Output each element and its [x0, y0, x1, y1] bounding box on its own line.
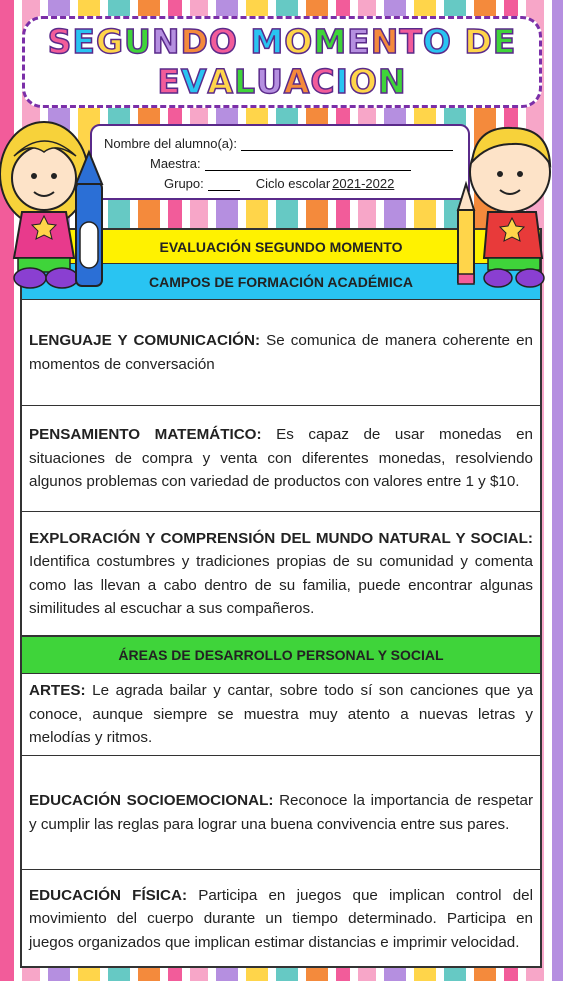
section-text: Participa en juegos que implican control del movimiento del cuerpo durante un tiempo determinado. Participa en juegos organizados que implican estimar distancias e imprimir velocidad. [29, 886, 533, 951]
title-letter: G [95, 22, 125, 61]
title-letter: O [348, 62, 378, 101]
personal-header: ÁREAS DE DESARROLLO PERSONAL Y SOCIAL [22, 636, 540, 674]
section-text: Se comunica de manera coherente en momentos de conversación [29, 332, 533, 373]
title-letter: O [422, 22, 452, 61]
title-letter: I [335, 62, 349, 101]
title-letter: E [72, 22, 96, 61]
title-letter: E [492, 22, 517, 61]
section-text: Es capaz de usar monedas en situaciones de compra y venta con diferentes monedas, resolviendo algunos problemas con variedad de productos con valores entre 1 y $10. [29, 426, 533, 491]
section-label: PENSAMIENTO MATEMÁTICO: [29, 426, 262, 444]
section-fisica [22, 870, 540, 968]
title-letter: M [250, 22, 285, 61]
section-label: ARTES: [29, 682, 86, 700]
student-name-row [104, 136, 453, 151]
section-label: LENGUAJE Y COMUNICACIÓN: [29, 332, 261, 349]
evaluation-header: EVALUACIÓN SEGUNDO MOMENTO [22, 230, 540, 264]
title-letter: V [180, 62, 208, 101]
title-banner [22, 16, 542, 108]
title-letter: C [310, 62, 336, 101]
section-text: Reconoce la importancia de respetar y cumplir las reglas para lograr una buena convivencia entre sus pares. [29, 792, 534, 833]
title-letter: D [180, 22, 209, 61]
title-letter: S [47, 22, 73, 61]
student-info-box [90, 124, 470, 200]
group-row [164, 176, 394, 191]
student-name-label: Nombre del alumno(a): [104, 136, 237, 151]
title-letter: N [151, 22, 181, 61]
title-line-2 [157, 62, 406, 102]
section-label: EDUCACIÓN SOCIOEMOCIONAL: [29, 792, 274, 809]
title-letter: N [370, 22, 400, 61]
title-letter: O [208, 22, 238, 61]
title-letter: L [234, 62, 257, 101]
student-name-line[interactable] [241, 138, 453, 151]
section-label: EXPLORACIÓN Y COMPRENSIÓN DEL MUNDO NATURAL Y SOCIAL: [29, 529, 533, 547]
boy-with-pencil-illustration [452, 118, 560, 290]
cycle-value: 2021-2022 [332, 176, 395, 191]
academic-header: CAMPOS DE FORMACIÓN ACADÉMICA [22, 264, 540, 300]
title-letter: E [347, 22, 371, 61]
section-artes [22, 674, 540, 756]
section-text: Identifica costumbres y tradiciones propias de su comunidad y comenta como las llevan a cabo dentro de su familia, puede encontrar algunas similitudes al escuchar a sus compañeros. [29, 553, 533, 617]
section-exploracion [22, 512, 540, 636]
title-letter: M [313, 22, 348, 61]
teacher-row [150, 156, 411, 171]
title-letter: E [157, 62, 181, 101]
girl-with-crayon-illustration [0, 112, 112, 294]
title-letter [238, 22, 251, 62]
group-line[interactable] [208, 178, 240, 191]
title-letter: U [124, 22, 152, 61]
title-letter [452, 22, 465, 62]
teacher-line[interactable] [205, 158, 411, 171]
evaluation-table [20, 228, 542, 968]
section-lenguaje [22, 300, 540, 406]
section-label: EDUCACIÓN FÍSICA: [29, 886, 188, 904]
title-letter: N [377, 62, 407, 101]
title-line-1 [48, 22, 517, 62]
section-socioemocional [22, 756, 540, 870]
title-letter: T [399, 22, 423, 61]
title-letter: O [284, 22, 314, 61]
section-text: Le agrada bailar y cantar, sobre todo sí son canciones que ya conoce, aunque siempre se muestra muy atento a nuevas letras y melodías y ritmos. [29, 682, 533, 747]
section-pensamiento [22, 406, 540, 512]
title-letter: A [207, 62, 235, 101]
cycle-label: Ciclo escolar [255, 176, 331, 191]
teacher-label: Maestra: [150, 156, 201, 171]
title-letter: D [464, 22, 493, 61]
title-letter: U [256, 62, 284, 101]
title-letter: A [283, 62, 311, 101]
group-label: Grupo: [164, 176, 204, 191]
